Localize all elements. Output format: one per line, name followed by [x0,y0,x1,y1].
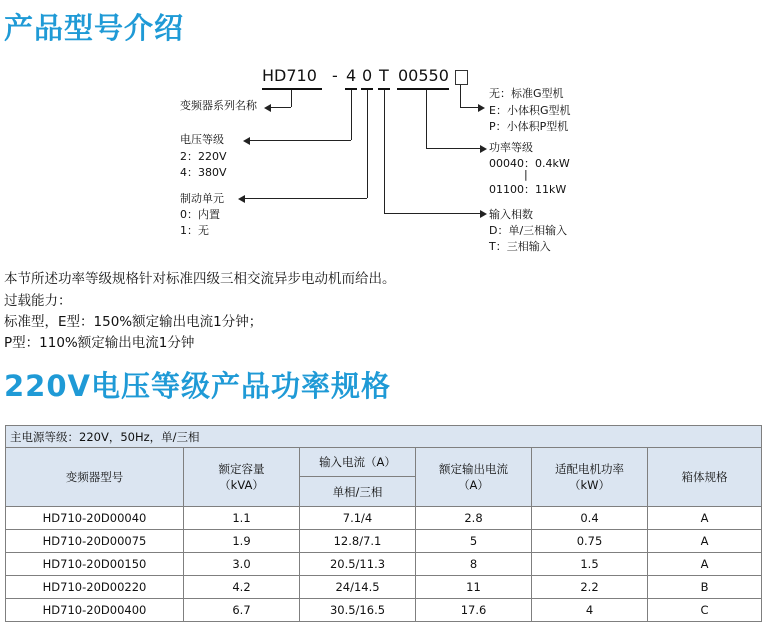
cell-model: HD710-20D00040 [6,507,184,530]
header-input-current: 输入电流（A） [300,448,416,477]
power-spec-table [5,425,762,622]
cell-capacity: 1.1 [184,507,300,530]
cell-motor: 1.5 [532,553,648,576]
label-power-max: 01100：11kW [489,183,567,196]
header-motor-unit: （kW） [568,478,611,492]
cell-motor: 0.75 [532,530,648,553]
label-phase-title: 输入相数 [489,208,533,221]
connector-voltage [351,90,352,140]
cell-frame: C [648,599,762,622]
label-type-none: 无：标准G型机 [489,87,564,100]
header-output-unit: （A） [458,478,489,492]
connector-series [291,90,292,107]
header-frame: 箱体规格 [648,448,762,507]
label-type-e: E：小体积G型机 [489,104,571,117]
cell-frame: A [648,530,762,553]
label-type-p: P：小体积P型机 [489,120,569,133]
label-power-title: 功率等级 [489,141,533,154]
header-output-current [416,448,532,507]
code-phase: T [379,66,389,85]
label-voltage-title: 电压等级 [180,133,224,146]
label-series-name: 变频器系列名称 [180,99,257,112]
cell-input: 7.1/4 [300,507,416,530]
connector-type [460,85,461,107]
cell-output: 8 [416,553,532,576]
code-type-box [455,70,468,85]
cell-input: 12.8/7.1 [300,530,416,553]
table-row [6,576,762,599]
note-line-3: 标准型，E型：150%额定输出电流1分钟； [4,314,263,330]
label-phase-t: T：三相输入 [489,240,551,253]
section-title-power-spec: 220V电压等级产品功率规格 [4,369,391,403]
cell-model: HD710-20D00220 [6,576,184,599]
label-power-range-bar: | [524,168,528,181]
cell-output: 5 [416,530,532,553]
table-row [6,530,762,553]
header-input-phase: 单相/三相 [300,477,416,507]
cell-input: 20.5/11.3 [300,553,416,576]
cell-input: 24/14.5 [300,576,416,599]
table-caption: 主电源等级：220V，50Hz，单/三相 [6,426,762,448]
header-capacity-unit: （kVA） [219,478,264,492]
cell-model: HD710-20D00150 [6,553,184,576]
connector-brake [367,90,368,198]
cell-capacity: 6.7 [184,599,300,622]
cell-output: 2.8 [416,507,532,530]
underline-power [397,88,449,90]
cell-motor: 4 [532,599,648,622]
cell-frame: A [648,553,762,576]
label-brake-opt1: 0：内置 [180,208,220,221]
table-row [6,507,762,530]
note-line-2: 过载能力： [4,293,72,309]
section-title-model-intro: 产品型号介绍 [4,11,185,45]
note-line-4: P型：110%额定输出电流1分钟 [4,335,195,351]
label-voltage-opt1: 2：220V [180,150,227,163]
cell-capacity: 1.9 [184,530,300,553]
cell-output: 17.6 [416,599,532,622]
cell-output: 11 [416,576,532,599]
label-brake-title: 制动单元 [180,192,224,205]
connector-power [426,90,427,148]
header-model: 变频器型号 [6,448,184,507]
code-voltage: 4 [346,66,357,85]
cell-model: HD710-20D00075 [6,530,184,553]
header-motor-label: 适配电机功率 [555,462,624,476]
cell-model: HD710-20D00400 [6,599,184,622]
label-phase-d: D：单/三相输入 [489,224,568,237]
table-row [6,599,762,622]
cell-frame: B [648,576,762,599]
table-row [6,553,762,576]
header-output-label: 额定输出电流 [439,462,508,476]
code-brake: 0 [362,66,373,85]
cell-capacity: 3.0 [184,553,300,576]
header-capacity [184,448,300,507]
cell-motor: 0.4 [532,507,648,530]
code-dash: - [332,66,338,85]
label-brake-opt2: 1：无 [180,224,209,237]
note-line-1: 本节所述功率等级规格针对标准四级三相交流异步电动机而给出。 [4,271,396,287]
code-power: 00550 [398,66,449,85]
underline-series [262,88,322,90]
label-power-min: 00040：0.4kW [489,157,570,170]
cell-capacity: 4.2 [184,576,300,599]
connector-phase [384,90,385,213]
label-voltage-opt2: 4：380V [180,166,227,179]
code-series: HD710 [262,66,317,85]
cell-motor: 2.2 [532,576,648,599]
cell-input: 30.5/16.5 [300,599,416,622]
header-motor-power [532,448,648,507]
cell-frame: A [648,507,762,530]
header-capacity-label: 额定容量 [218,462,265,476]
